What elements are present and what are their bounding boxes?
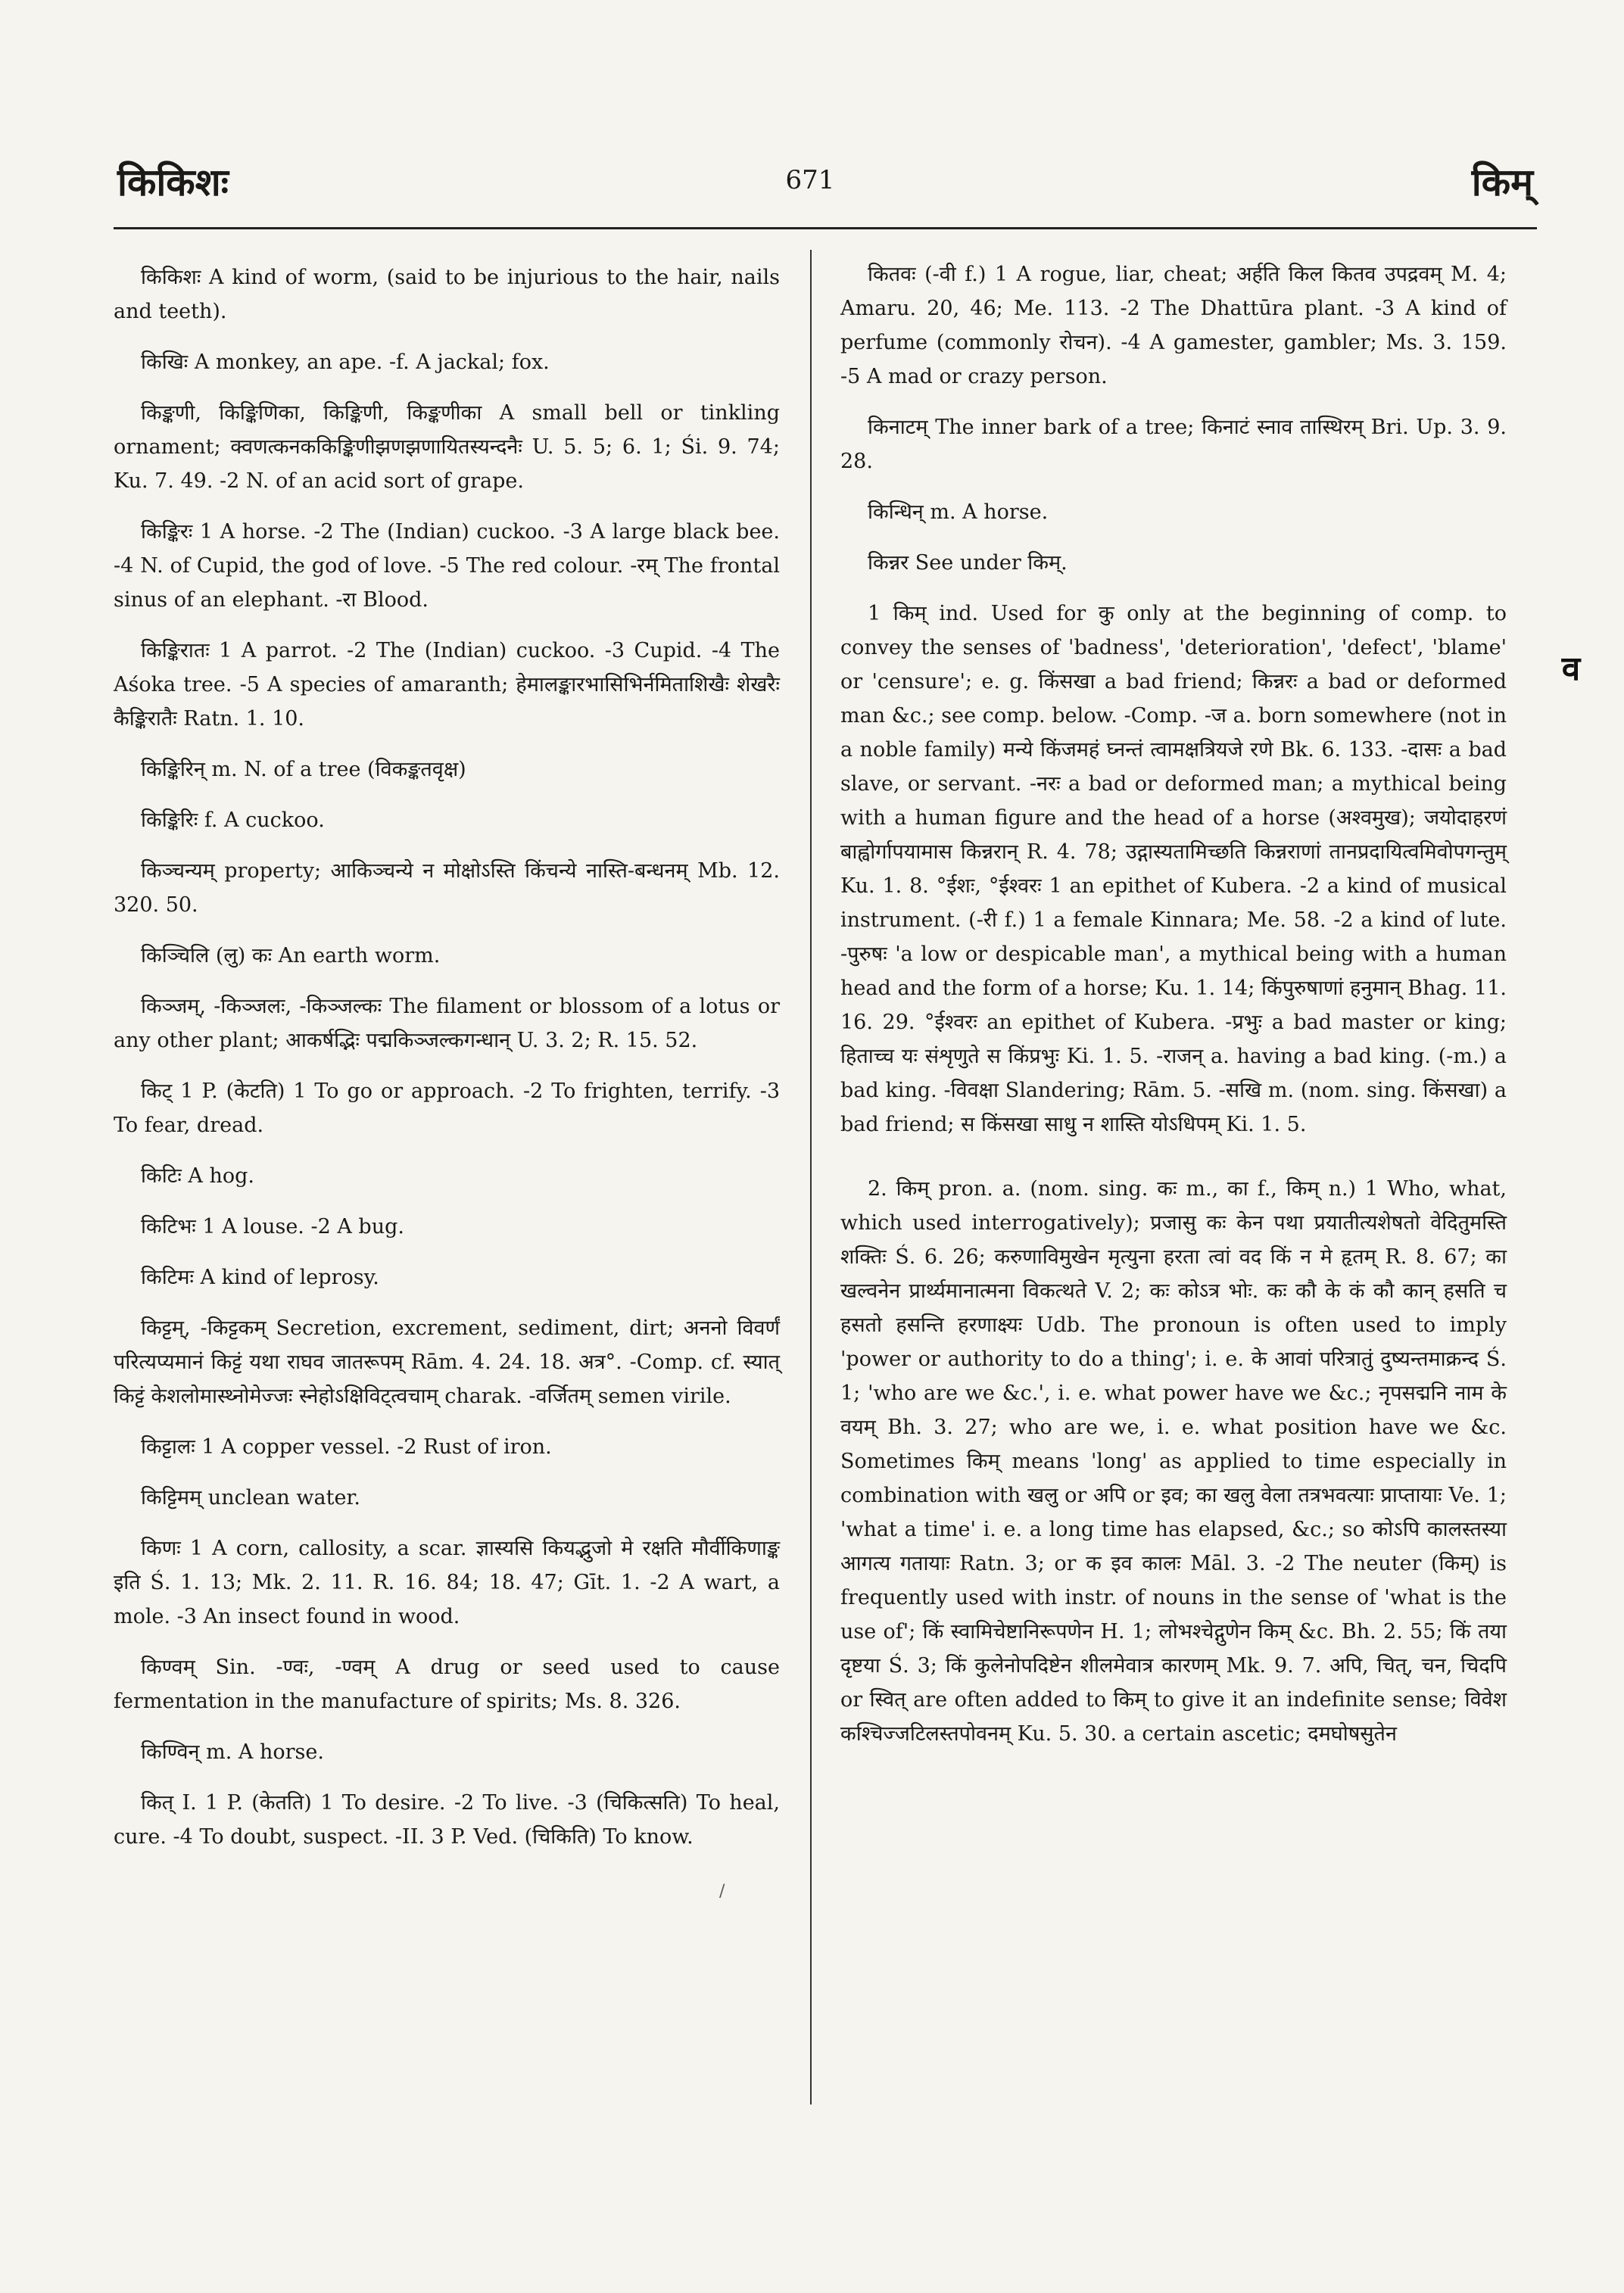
page-number: 671 (785, 165, 835, 195)
stray-mark: / (719, 1882, 725, 1901)
dictionary-entry: 2. किम् pron. a. (nom. sing. कः m., का f., किम् n.) 1 Who, what, which used interrogatively); प्रजासु कः केन पथा प्रयातीत्यशेषतो वेदितुमस्ति शक्तिः Ś. 6. 26; करुणाविमुखेन मृत्युना हरता त्वां वद किं न मे हृतम् R. 8. 67; का खल्वनेन प्रार्थ्यमानात्मना विकत्थते V. 2; कः कोऽत्र भोः. कः कौ के कं कौ कान् हसति च हसतो हसन्ति हरणाक्ष्यः Udb. The pronoun is often used to imply 'power or authority to do a thing'; i. e. के आवां परित्रातुं दुष्यन्तमाक्रन्द Ś. 1; 'who are we &c.', i. e. what power have we &c.; नृपसद्मनि नाम के वयम् Bh. 3. 27; who are we, i. e. what position have we &c. Sometimes किम् means 'long' as applied to time especially in combination with खलु or अपि or इव; का खलु वेला तत्रभवत्याः प्राप्तायाः Ve. 1; 'what a time' i. e. a long time has elapsed, &c.; so कोऽपि कालस्तस्या आगत्य गतायाः Ratn. 3; or क इव कालः Māl. 3. -2 The neuter (किम्) is frequently used with instr. of nouns in the sense of 'what is the use of'; किं स्वामिचेष्टानिरूपणेन H. 1; लोभश्चेद्गुणेन किम् &c. Bh. 2. 55; किं तया दृष्टया Ś. 3; किं कुलेनोपदिष्टेन शीलमेवात्र कारणम् Mk. 9. 7. अपि, चित्, चन, चिदपि or स्वित् are often added to किम् to give it an indefinite sense; विवेश कश्चिज्जटिलस्तपोवनम् Ku. 5. 30. a certain ascetic; दमघोषसुतेन (840, 1177, 1507, 1746)
dictionary-entry: किङ्कणी, किङ्किणिका, किङ्किणी, किङ्कणीका A small bell or tinkling ornament; क्वणत्कनककिङ्किणीझणझणायितस्यन्दनैः U. 5. 5; 6. 1; Śi. 9. 74; Ku. 7. 49. -2 N. of an acid sort of grape. (114, 401, 780, 493)
dictionary-entry: किटिभः 1 A louse. -2 A bug. (141, 1215, 404, 1238)
dictionary-entry: किञ्जम्, -किञ्जलः, -किञ्जल्कः The filament or blossom of a lotus or any other plant; आकर्षद्भिः पद्मकिञ्जल्कगन्धान् U. 3. 2; R. 15. 52. (114, 995, 780, 1052)
dictionary-entry: किन्धिन् m. A horse. (868, 500, 1049, 524)
dictionary-entry: किन्नर See under किम्. (868, 551, 1068, 575)
dictionary-entry: किट्टालः 1 A copper vessel. -2 Rust of iron. (141, 1435, 552, 1459)
dictionary-entry: किखिः A monkey, an ape. -f. A jackal; fox. (141, 350, 550, 374)
header-rule (114, 227, 1537, 229)
dictionary-entry: किङ्किरिन् m. N. of a tree (विकङ्कतवृक्ष) (141, 758, 466, 781)
dictionary-entry: किण्वम् Sin. -ण्वः, -ण्वम् A drug or seed used to cause fermentation in the manufacture of spirits; Ms. 8. 326. (114, 1656, 780, 1713)
dictionary-entry: किट्टम्, -किट्टकम् Secretion, excrement, sediment, dirt; अननो विवर्णं परित्यप्यमानं किट्टं यथा राघव जातरूपम् Rām. 4. 24. 18. अत्र°. -Comp. cf. स्यात् किट्टं केशलोमास्थ्नोमेज्जः स्नेहोऽक्षिविट्त्वचाम् charak. -वर्जितम् semen virile. (114, 1316, 780, 1408)
dictionary-entry: किट्टिमम् unclean water. (141, 1486, 360, 1509)
dictionary-entry: किटिमः A kind of leprosy. (141, 1266, 379, 1289)
dictionary-entry: किङ्किरातः 1 A parrot. -2 The (Indian) cuckoo. -3 Cupid. -4 The Aśoka tree. -5 A species of amaranth; हेमालङ्कारभासिभिर्नमिताशिखैः शेखरैः कैङ्किरातैः Ratn. 1. 10. (114, 639, 780, 731)
dictionary-entry: कित् I. 1 P. (केतति) 1 To desire. -2 To live. -3 (चिकित्सति) To heal, cure. -4 To doubt, suspect. -II. 3 P. Ved. (चिकिति) To know. (114, 1791, 780, 1849)
dictionary-entry: किणः 1 A corn, callosity, a scar. ज्ञास्यसि कियद्भुजो मे रक्षति मौर्वीकिणाङ्क इति Ś. 1. 13; Mk. 2. 11. R. 16. 84; 18. 47; Gīt. 1. -2 A wart, a mole. -3 An insect found in wood. (114, 1537, 780, 1628)
right-column (840, 257, 1507, 1768)
left-column (114, 257, 780, 1871)
dictionary-entry: किनाटम् The inner bark of a tree; किनाटं स्नाव तास्थिरम् Bri. Up. 3. 9. 28. (840, 416, 1507, 473)
dictionary-entry: 1 किम् ind. Used for कु only at the beginning of comp. to convey the senses of 'badness', 'deterioration', 'defect', 'blame' or 'censure'; e. g. किंसखा a bad friend; किन्नरः a bad or deformed man &c.; see comp. below. -Comp. -ज a. born somewhere (not in a noble family) मन्ये किंजमहं घ्नन्तं त्वामक्षत्रियजे रणे Bk. 6. 133. -दासः a bad slave, or servant. -नरः a bad or deformed man; a mythical being with a human figure and the head of a horse (अश्वमुख); जयोदाहरणं बाह्वोर्गापयामास किन्नरान् R. 4. 78; उद्गास्यतामिच्छति किन्नराणां तानप्रदायित्वमिवोपगन्तुम् Ku. 1. 8. °ईशः, °ईश्वरः 1 an epithet of Kubera. -2 a kind of musical instrument. (-री f.) 1 a female Kinnara; Me. 58. -2 a kind of lute. -पुरुषः 'a low or despicable man', a mythical being with a human head and the form of a horse; Ku. 1. 14; किंपुरुषाणां हनुमान् Bhag. 11. 16. 29. °ईश्वरः an epithet of Kubera. -प्रभुः a bad master or king; हिताच्च यः संशृणुते स किंप्रभुः Ki. 1. 5. -राजन् a. having a bad king. (-m.) a bad king. -विवक्षा Slandering; Rām. 5. -सखि m. (nom. sing. किंसखा) a bad friend; स किंसखा साधु न शास्ति योऽधिपम् Ki. 1. 5. (840, 602, 1507, 1136)
column-divider (810, 250, 812, 2105)
dictionary-entry: किण्विन् m. A horse. (141, 1740, 324, 1764)
running-head-right: किम् (1471, 160, 1533, 204)
dictionary-entry: किटिः A hog. (141, 1164, 254, 1188)
dictionary-entry: किञ्चिलि (लु) कः An earth worm. (141, 944, 441, 967)
dictionary-entry: किङ्किरः 1 A horse. -2 The (Indian) cuckoo. -3 A large black bee. -4 N. of Cupid, the god of love. -5 The red colour. -रम् The frontal sinus of an elephant. -रा Blood. (114, 520, 780, 612)
dictionary-entry: किङ्किरिः f. A cuckoo. (141, 808, 325, 832)
dictionary-entry: कितवः (-वी f.) 1 A rogue, liar, cheat; अर्हति किल कितव उपद्रवम् M. 4; Amaru. 20, 46; Me. 113. -2 The Dhattūra plant. -3 A kind of perfume (commonly रोचन). -4 A gamester, gambler; Ms. 3. 159. -5 A mad or crazy person. (840, 263, 1507, 388)
dictionary-entry: किकिशः A kind of worm, (said to be injurious to the hair, nails and teeth). (114, 266, 780, 323)
running-head-left: किकिशः (117, 160, 229, 204)
letter-thumb-marker: व (1561, 650, 1581, 688)
dictionary-entry: किट् 1 P. (केटति) 1 To go or approach. -2 To frighten, terrify. -3 To fear, dread. (114, 1080, 780, 1137)
dictionary-entry: किञ्चन्यम् property; आकिञ्चन्ये न मोक्षोऽस्ति किंचन्ये नास्ति-बन्धनम् Mb. 12. 320. 50. (114, 859, 780, 917)
